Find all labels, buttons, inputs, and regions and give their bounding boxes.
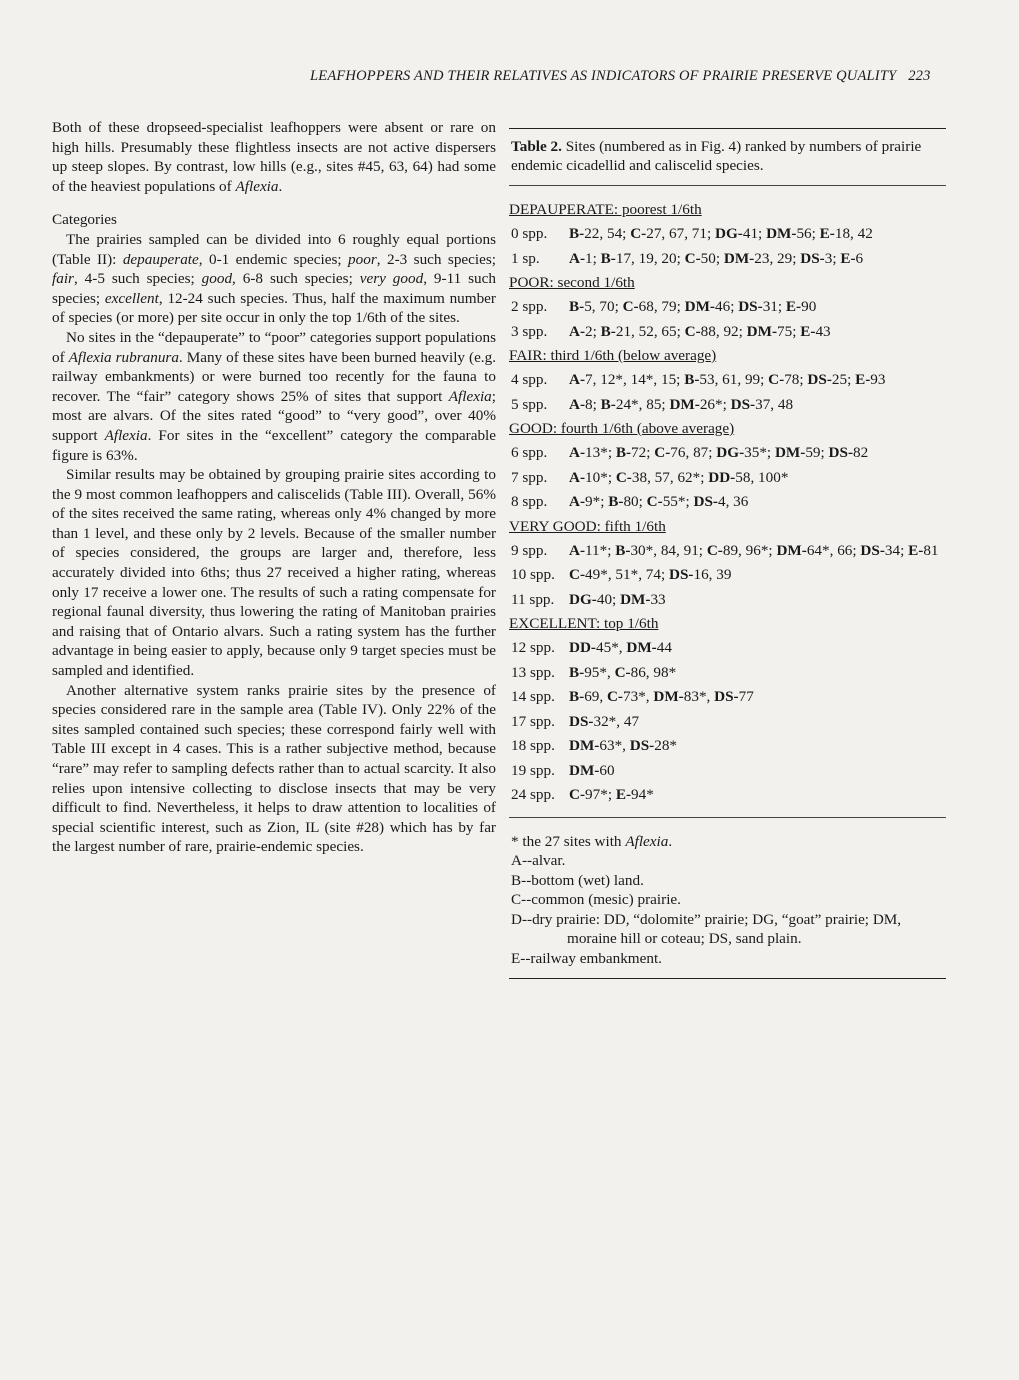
species-count: 7 spp. [511,468,548,486]
site-list: C-97*; E-94* [569,786,654,803]
site-list: A-9*; B-80; C-55*; DS-4, 36 [569,493,749,510]
note-alvar: A--alvar. [511,852,566,869]
table-row [509,736,946,756]
note-dry-2: moraine hill or coteau; DS, sand plain. [567,930,802,947]
table-row [509,761,946,781]
species-count: 3 spp. [511,322,548,340]
table-body [509,200,946,805]
running-header [310,68,960,85]
site-list: A-2; B-21, 52, 65; C-88, 92; DM-75; E-43 [569,322,831,340]
site-list: A-8; B-24*, 85; DM-26*; DS-37, 48 [569,395,794,413]
species-count: 4 spp. [511,371,548,388]
category-heading: POOR: second 1/6th [509,274,635,291]
site-list: A-7, 12*, 14*, 15; B-53, 61, 99; C-78; DS-25; E-93 [569,371,886,388]
note-star: * the 27 sites with Aflexia. [511,832,673,850]
table-label: Table 2. [511,138,562,155]
table-row [509,712,946,732]
species-count: 10 spp. [511,566,555,583]
table-caption [509,137,946,175]
site-list: C-49*, 51*, 74; DS-16, 39 [569,566,732,583]
table-bottom-rule [509,978,946,979]
page-number: 223 [908,68,931,84]
species-count: 14 spp. [511,688,555,705]
species-count: 18 spp. [511,737,555,754]
category-heading: FAIR: third 1/6th (below average) [509,347,717,364]
site-list: A-1; B-17, 19, 20; C-50; DM-23, 29; DS-3; E-6 [569,249,864,267]
category-heading: DEPAUPERATE: poorest 1/6th [509,201,702,218]
table-row [509,687,946,707]
site-list: A-13*; B-72; C-76, 87; DG-35*; DM-59; DS-82 [569,444,869,461]
section-heading-categories: Categories [52,211,117,229]
species-count: 19 spp. [511,761,555,779]
note-railway: E--railway embankment. [511,949,662,967]
site-list: B-5, 70; C-68, 79; DM-46; DS-31; E-90 [569,298,817,315]
notes-rule [509,817,946,818]
table-notes [509,832,946,969]
table-row [509,541,946,561]
paragraph-2: The prairies sampled can be divided into 6 roughly equal portions (Table II): depauperate, 0-1 endemic species; poor, 2-3 such species; fair, 4-5 such species; good, 6-8 such species; very good, 9-11 such species; excellent, 12-24 such species. Thus, half the maximum number of species (or more) per site occur in only the top 1/6th of the sites. [52,230,496,327]
site-list: B-22, 54; C-27, 67, 71; DG-41; DM-56; E-18, 42 [569,225,873,242]
species-count: 13 spp. [511,663,555,681]
table-row [509,785,946,805]
site-list: DM-60 [569,761,615,779]
site-list: DD-45*, DM-44 [569,639,672,656]
site-list: DG-40; DM-33 [569,590,666,608]
note-bottom: B--bottom (wet) land. [511,871,644,889]
site-list: A-10*; C-38, 57, 62*; DD-58, 100* [569,468,789,486]
site-list: B-95*, C-86, 98* [569,663,677,681]
species-count: 9 spp. [511,541,548,559]
table-2 [509,128,946,979]
table-row [509,443,946,463]
body-text-column [52,118,496,857]
species-count: 6 spp. [511,444,548,461]
table-row [509,468,946,488]
table-row [509,663,946,683]
category-heading: GOOD: fourth 1/6th (above average) [509,420,735,437]
species-count: 12 spp. [511,639,555,656]
table-row [509,638,946,658]
category-heading: EXCELLENT: top 1/6th [509,615,659,632]
site-list: A-11*; B-30*, 84, 91; C-89, 96*; DM-64*, 66; DS-34; E-81 [569,541,939,559]
species-count: 8 spp. [511,493,548,510]
table-caption-text: Sites (numbered as in Fig. 4) ranked by numbers of prairie endemic cicadellid and caliscelid species. [511,138,922,174]
species-count: 17 spp. [511,712,555,730]
species-count: 24 spp. [511,786,555,803]
paragraph-1: Both of these dropseed-specialist leafhoppers were absent or rare on high hills. Presumably these flightless insects are not active dispersers up steep slopes. By contrast, low hills (e.g., sites #45, 63, 64) had some of the heaviest populations of Aflexia. [52,119,496,195]
paragraph-4: Similar results may be obtained by grouping prairie sites according to the 9 most common leafhoppers and caliscelids (Table III). Overall, 56% of the sites received the same rating, whereas only 4% changed by more than 1 level, and these only by 2 levels. Because of the smaller number of species considered, the groups are larger and, therefore, less accurately divided into 6ths; thus 27 received a higher rating, whereas only 17 receive a lower one. The results of such a rating compensate for regional faunal diversity, thus lowering the rating of Manitoban prairies and raising that of Ontario alvars. Such a rating system has the further advantage in being easier to apply, because only 9 target species must be sampled and identified. [52,466,496,680]
table-top-rule [509,128,946,129]
paragraph-3: No sites in the “depauperate” to “poor” categories support populations of Aflexia rubranura. Many of these sites have been burned heavily (e.g. railway embankments) or were burned too recently for the fauna to recover. The “fair” category shows 25% of sites that support Aflexia; most are alvars. Of the sites rated “good” to “very good”, over 40% support Aflexia. For sites in the “excellent” category the comparable figure is 63%. [52,328,497,464]
table-row [509,565,946,585]
table-row [509,249,946,269]
species-count: 2 spp. [511,298,548,315]
table-row [509,297,946,317]
species-count: 1 sp. [511,249,540,267]
site-list: DM-63*, DS-28* [569,737,678,754]
species-count: 11 spp. [511,590,555,608]
caption-rule [509,185,946,186]
category-heading: VERY GOOD: fifth 1/6th [509,517,666,535]
paragraph-5: Another alternative system ranks prairie sites by the presence of species considered rare in the sample area (Table IV). Only 22% of the sites sampled contained such species; these correspond fairly well with Table III except in 4 cases. This is a rather subjective method, because “rare” may refer to sampling defects rather than to actual scarcity. It also relies upon intensive collecting to disclose insects that may be very difficult to find. Nevertheless, it helps to draw attention to localities of special scientific interest, such as Zion, IL (site #28) which has by far the largest number of rare, prairie-endemic species. [52,681,496,856]
note-dry-1: D--dry prairie: DD, “dolomite” prairie; DG, “goat” prairie; DM, [511,910,902,928]
species-count: 0 spp. [511,225,548,242]
table-row [509,370,946,390]
table-row [509,492,946,512]
note-common: C--common (mesic) prairie. [511,891,681,908]
site-list: DS-32*, 47 [569,712,640,730]
table-row [509,590,946,610]
table-row [509,322,946,342]
species-count: 5 spp. [511,395,548,413]
site-list: B-69, C-73*, DM-83*, DS-77 [569,688,754,705]
table-row [509,395,946,415]
table-row [509,224,946,244]
running-title: LEAFHOPPERS AND THEIR RELATIVES AS INDICATORS OF PRAIRIE PRESERVE QUALITY [310,68,897,84]
